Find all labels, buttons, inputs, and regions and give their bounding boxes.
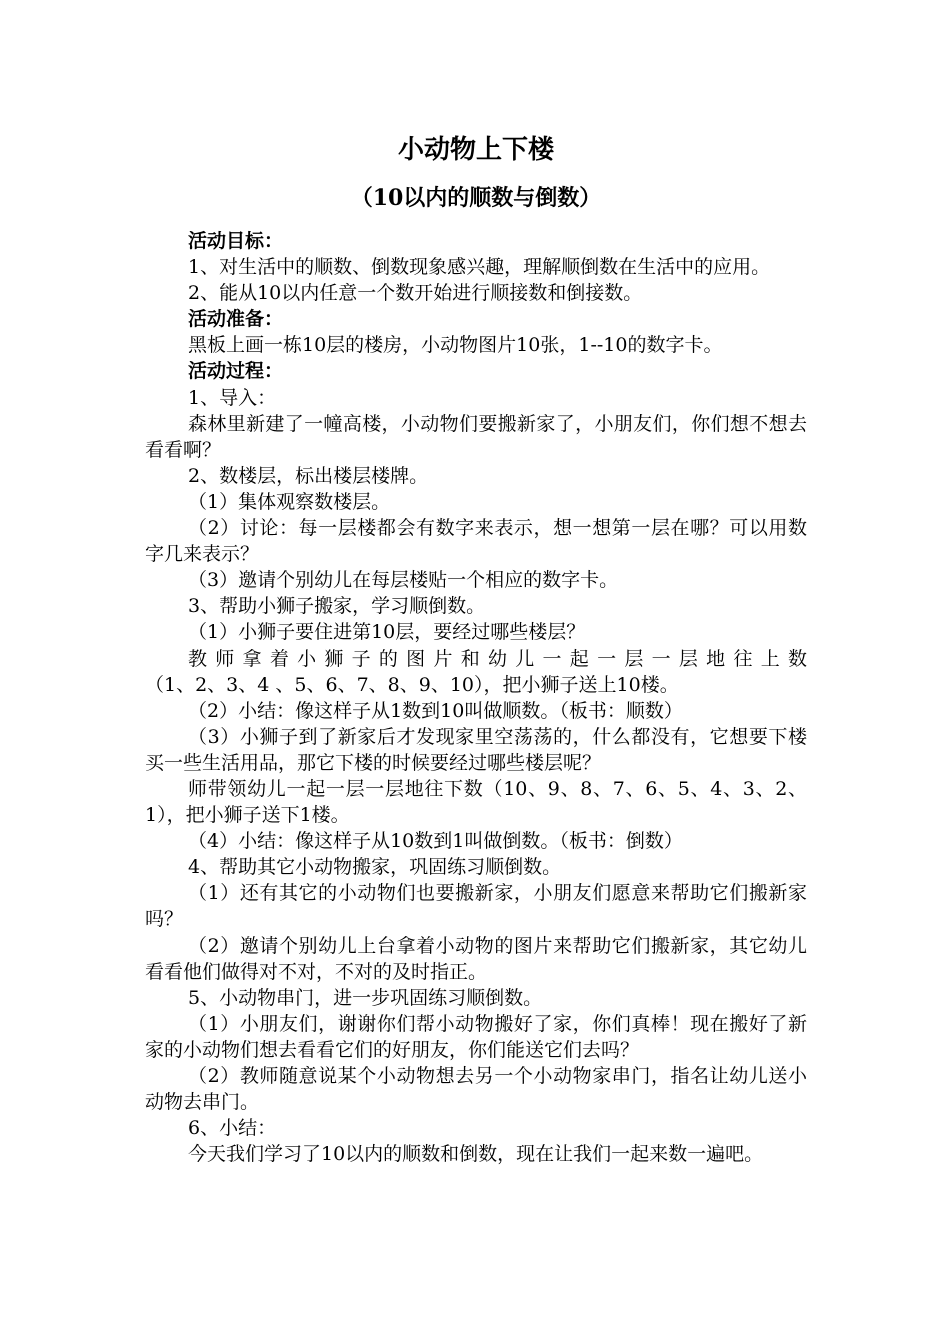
body-paragraph: 2、数楼层，标出楼层楼牌。	[188, 464, 429, 487]
body-paragraph: （4）小结：像这样子从10数到1叫做倒数。（板书：倒数）	[188, 830, 683, 853]
body-paragraph: 今天我们学习了10以内的顺数和倒数，现在让我们一起来数一遍吧。	[188, 1143, 764, 1166]
body-paragraph: （1）小朋友们，谢谢你们帮小动物搬好了家，你们真棒！现在搬好了新家的小动物们想去看看它们的好朋友，你们能送它们去吗？	[145, 1012, 807, 1061]
body-paragraph: （1）集体观察数楼层。	[188, 490, 391, 513]
body-paragraph: （3）小狮子到了新家后才发现家里空荡荡的，什么都没有，它想要下楼买一些生活用品，那它下楼的时候要经过哪些楼层呢？	[145, 725, 807, 774]
section-heading: 活动过程：	[188, 360, 284, 383]
body-paragraph: 师带领幼儿一起一层一层地往下数（10、9、8、7、6、5、4、3、2、1），把小狮子送下1楼。	[145, 777, 807, 827]
body-paragraph: （1）小狮子要住进第10层，要经过哪些楼层？	[188, 621, 586, 644]
body-paragraph: 6、小结：	[188, 1117, 277, 1140]
document-title: 小动物上下楼	[397, 135, 554, 165]
section-heading: 活动准备：	[188, 308, 284, 331]
body-paragraph: 2、能从10以内任意一个数开始进行顺接数和倒接数。	[188, 282, 643, 305]
body-paragraph: （1、2、3、4 、5、6、7、8、9、10），把小狮子送上10楼。	[145, 673, 679, 696]
body-paragraph: 4、帮助其它小动物搬家，巩固练习顺倒数。	[188, 856, 562, 879]
body-paragraph: （2）教师随意说某个小动物想去另一个小动物家串门，指名让幼儿送小动物去串门。	[145, 1065, 807, 1114]
document-subtitle: （10以内的顺数与倒数）	[350, 185, 602, 211]
body-paragraph: （2）讨论：每一层楼都会有数字来表示，想一想第一层在哪？可以用数字几来表示？	[145, 517, 807, 566]
body-paragraph: 5、小动物串门，进一步巩固练习顺倒数。	[188, 986, 543, 1009]
document-body	[145, 228, 807, 1167]
body-paragraph: 1、导入：	[188, 386, 277, 409]
body-paragraph: （2）邀请个别幼儿上台拿着小动物的图片来帮助它们搬新家，其它幼儿看看他们做得对不对，不对的及时指正。	[145, 934, 807, 983]
body-paragraph: 教师拿着小狮子的图片和幼儿一起一层一层地往上数	[188, 647, 807, 670]
body-paragraph: 3、帮助小狮子搬家，学习顺倒数。	[188, 595, 486, 618]
body-paragraph: 黑板上画一栋10层的楼房，小动物图片10张，1--10的数字卡。	[188, 334, 723, 357]
document-page	[145, 128, 807, 1167]
body-paragraph: （2）小结：像这样子从1数到10叫做顺数。（板书：顺数）	[188, 699, 683, 722]
section-heading: 活动目标：	[188, 230, 284, 252]
body-paragraph: 1、对生活中的顺数、倒数现象感兴趣，理解顺倒数在生活中的应用。	[188, 256, 771, 279]
body-paragraph: （3）邀请个别幼儿在每层楼贴一个相应的数字卡。	[188, 569, 619, 592]
body-paragraph: （1）还有其它的小动物们也要搬新家，小朋友们愿意来帮助它们搬新家吗？	[145, 882, 807, 931]
body-paragraph: 森林里新建了一幢高楼，小动物们要搬新家了，小朋友们，你们想不想去看看啊？	[145, 412, 807, 461]
